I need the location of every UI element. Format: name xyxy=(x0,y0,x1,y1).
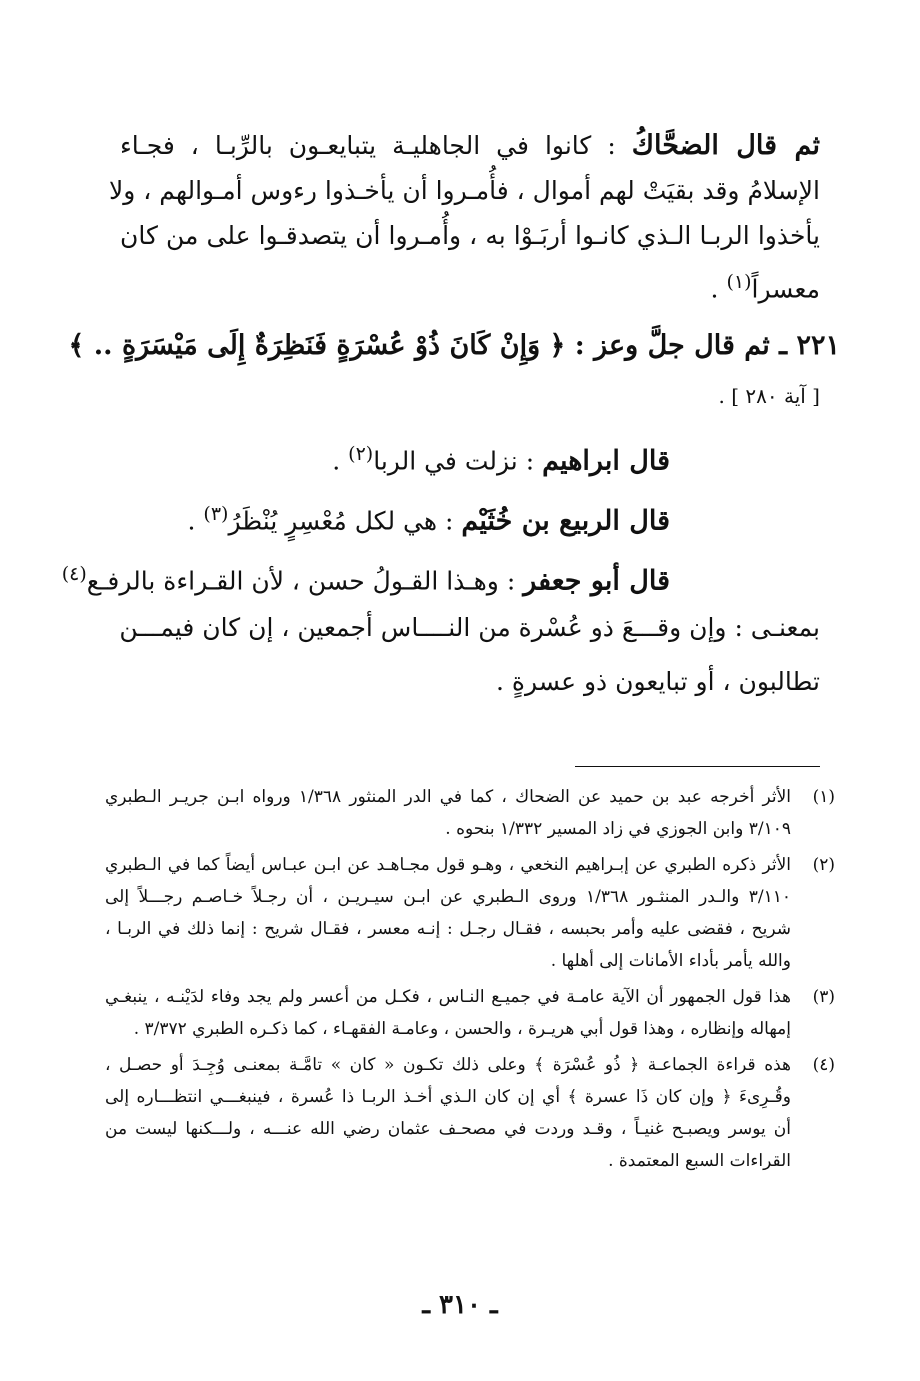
footnote-ref: (٣) xyxy=(203,503,229,525)
speaker-dahhak: ثم قال الضحَّاكُ xyxy=(631,130,820,161)
footnote-row xyxy=(105,1014,835,1044)
main-line-4 xyxy=(120,262,820,302)
footnote-row xyxy=(105,946,835,976)
main-text: : وهـذا القـولُ حسن ، لأن القـراءة بالرفـع xyxy=(86,566,524,596)
footnote-text: الأثر ذكره الطبري عن إبـراهيم النخعي ، وهـو قول مجـاهـد عن ابـن عبـاس أيضاً كما في الـطبري xyxy=(105,855,791,875)
footnote-row xyxy=(105,1050,835,1080)
footnote-text: إمهاله وإنظاره ، وهذا قول أبي هريـرة ، والحسن ، وعامـة الفقهـاء ، كما ذكـره الطبري ٣/٣٧٢ . xyxy=(133,1019,791,1039)
speaker-rabi: قال الربيع بن خُثَيْم xyxy=(461,505,670,537)
entry-intro: ثم قال جلَّ وعز : xyxy=(565,330,780,361)
footnote-ref: (١) xyxy=(726,271,752,293)
footnote-text: ٣/١٠٩ وابن الجوزي في زاد المسير ١/٣٣٢ بنحوه . xyxy=(445,819,791,839)
footnote-row xyxy=(105,982,835,1012)
quote-abu-jafar-line-3: تطالبون ، أو تبايعون ذو عسرةٍ . xyxy=(496,667,820,696)
quote-abu-jafar-line-2: بمعنـى : وإن وقـــعَ ذو عُسْرة من النــــاس أجمعين ، إن كان فيمـــن xyxy=(119,613,820,642)
main-text: . xyxy=(710,274,727,304)
footnote-row xyxy=(105,814,835,844)
footnote-text: والله يأمر بأداء الأمانات إلى أهلها . xyxy=(550,951,791,971)
entry-number: ٢٢١ ـ xyxy=(779,330,840,361)
footnote-row xyxy=(105,914,835,944)
main-line-3: يأخذوا الربـا الـذي كانـوا أربَـوْا به ، وأُمـروا أن يتصدقـوا على من كان xyxy=(120,221,820,250)
entry-line xyxy=(68,326,840,366)
main-text: : هي لكل مُعْسِرٍ يُنْظَرُ xyxy=(228,506,462,536)
main-line-1 xyxy=(120,126,820,166)
footnote-separator xyxy=(575,766,820,767)
footnote-ref: (٤) xyxy=(61,563,87,585)
speaker-abu-jafar: قال أبو جعفر xyxy=(523,565,670,597)
footnote-row xyxy=(105,1082,835,1112)
footnote-row xyxy=(105,882,835,912)
footnote-text: شريح ، فقضى عليه وأمر بحبسه ، فقـال رجـل : إنـه معسر ، فقـال شريح : إنما ذلك في الربـا ، xyxy=(105,919,791,939)
quote-rabi xyxy=(120,494,670,537)
footnote-text: الأثر أخرجه عبد بن حميد عن الضحاك ، كما في الدر المنثور ١/٣٦٨ ورواه ابـن جريـر الـطبري xyxy=(105,787,791,807)
main-line-2: الإسلامُ وقد بقيَتْ لهم أموال ، فأُمـروا أن يأخـذوا رءوس أمـوالهم ، ولا xyxy=(109,176,820,205)
footnote-row xyxy=(105,1146,835,1176)
footnote-row xyxy=(105,782,835,812)
footnote-text: هذا قول الجمهور أن الآية عامـة في جميـع النـاس ، فكـل من أعسر ولم يجد وفاء لدَيْنـه ، ينبغـي xyxy=(105,987,791,1007)
footnote-number: (١) xyxy=(812,787,835,807)
quote-abu-jafar-line-1 xyxy=(61,554,670,597)
footnote-number: (٣) xyxy=(812,987,835,1007)
footnote-row xyxy=(105,1114,835,1144)
footnote-number: (٢) xyxy=(812,855,835,875)
footnote-ref: (٢) xyxy=(348,443,374,465)
quran-verse: ﴿ وَإِنْ كَانَ ذُوْ عُسْرَةٍ فَنَظِرَةٌ إِلَى مَيْسَرَةٍ .. ﴾ xyxy=(68,330,566,361)
footnote-number: (٤) xyxy=(812,1055,835,1075)
quote-ibrahim xyxy=(120,434,670,477)
aya-reference: [ آية ٢٨٠ ] . xyxy=(718,384,820,408)
speaker-ibrahim: قال ابراهيم xyxy=(542,445,670,477)
footnote-text: وقُـرِىءَ ﴿ وإن كان ذَا عسرة ﴾ أي إن كان الـذي أخـذ الربـا ذا عُسرة ، فينبغـــي انتظـــاره إلى xyxy=(105,1087,791,1107)
page-number: ـ ٣١٠ ـ xyxy=(422,1290,498,1320)
footnote-text: القراءات السبع المعتمدة . xyxy=(608,1151,791,1171)
footnote-text: ٣/١١٠ والـدر المنثـور ١/٣٦٨ وروى الـطبري عن ابـن سيـريـن ، أن رجـلاً خـاصـم رجـــلاً إلى xyxy=(105,887,791,907)
footnote-row xyxy=(105,850,835,880)
main-text: . xyxy=(332,446,349,476)
main-text: معسراً xyxy=(751,274,820,304)
main-text: : نزلت في الربا xyxy=(373,446,543,476)
footnote-text: هذه قراءة الجماعـة ﴿ ذُو عُسْرَة ﴾ وعلى ذلك تكـون « كان » تامَّـة بمعنـى وُجِـدَ أو حصـل ، xyxy=(105,1055,791,1075)
main-text: . xyxy=(187,506,204,536)
footnote-text: أن يوسر ويصبـح غنيـاً ، وقـد وردت في مصحـف عثمان رضي الله عنـــه ، ولـــكنها ليست من xyxy=(105,1119,791,1139)
main-text: : كانوا في الجاهليـة يتبايعـون بالرِّبـا ، فجـاء xyxy=(120,131,632,160)
